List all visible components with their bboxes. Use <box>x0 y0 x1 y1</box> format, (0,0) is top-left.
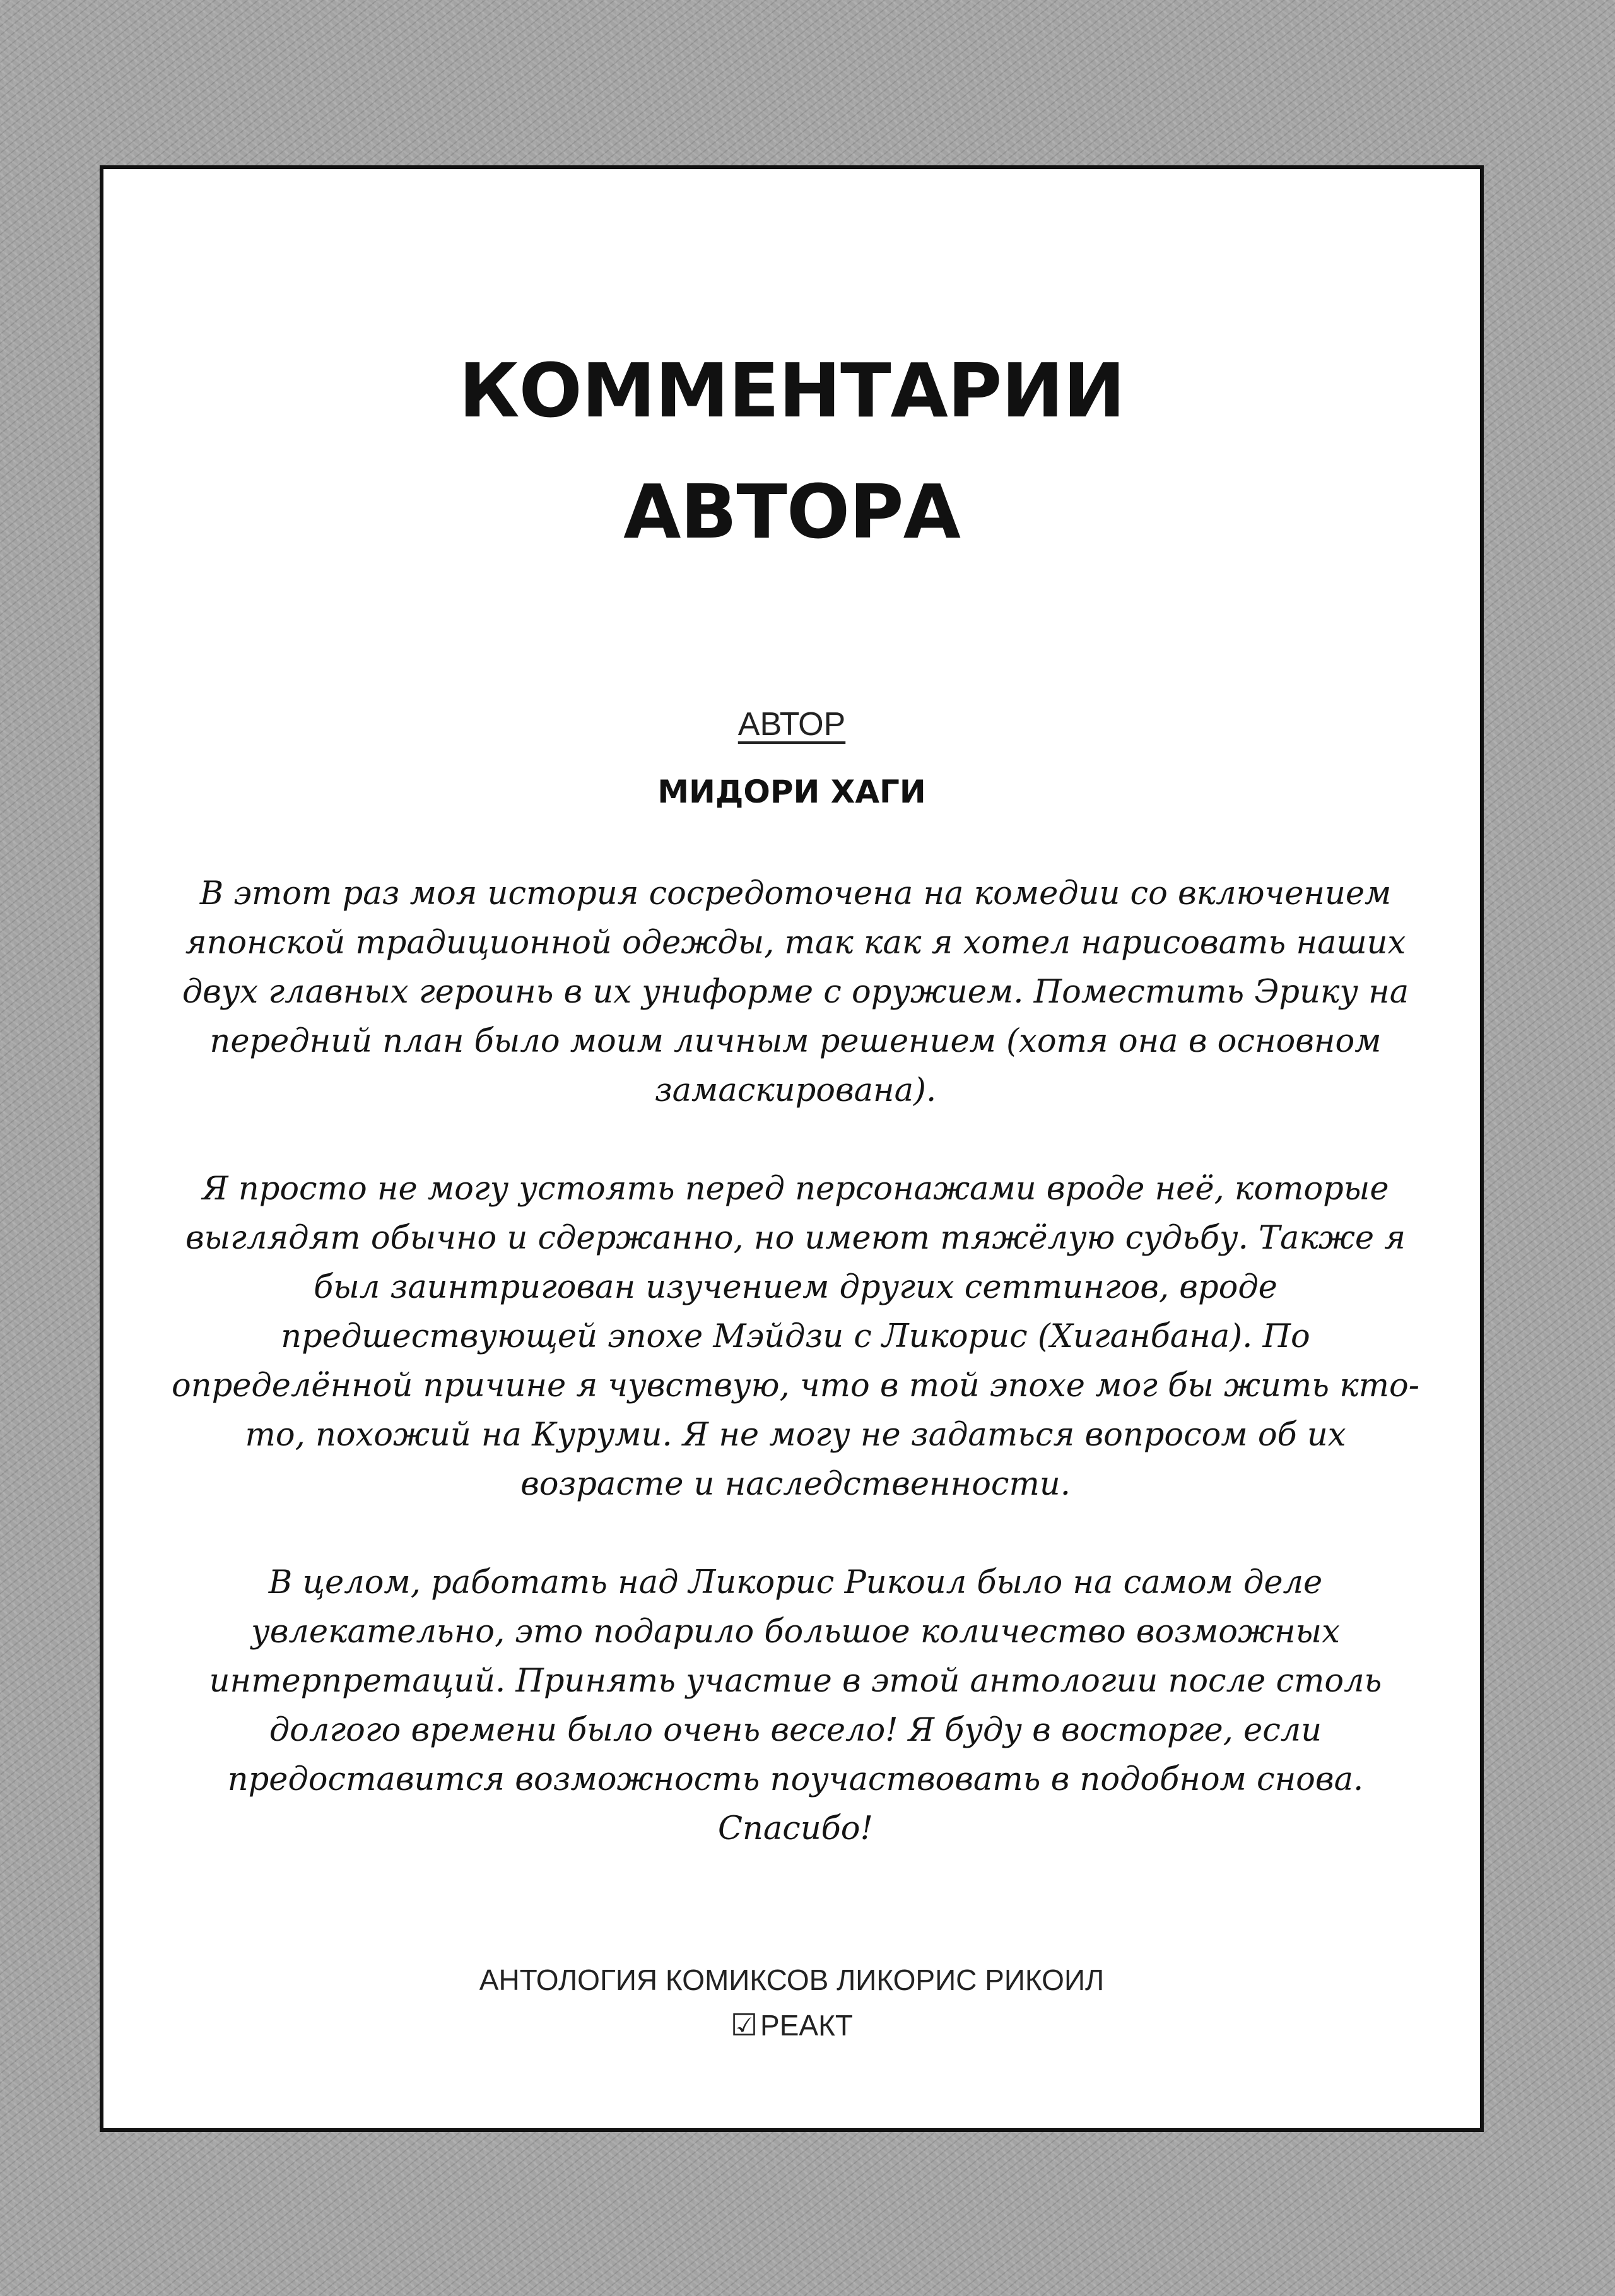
comment-paragraph-1: В этот раз моя история сосредоточена на комедии со включением японской традиционной одежды, так как я хотел нарисовать наших двух главных героинь в их униформе с оружием. Поместить Эрику на передний план было моим личным решением (хотя она в основном замаскирована). <box>182 875 1409 1109</box>
comment-paragraph-2: Я просто не могу устоять перед персонажами вроде неё, которые выглядят обычно и сдержанно, но имеют тяжёлую судьбу. Также я был заинтригован изучением других сеттингов, вроде предшествующей эпохе Мэйдзи с Ликорис (Хиганбана). По определённой причине я чувствую, что в той эпохе мог бы жить кто-то, похожий на Куруми. Я не могу не задаться вопросом об их возрасте и наследственности. <box>172 1170 1419 1503</box>
page-title-line-1: КОММЕНТАРИИ <box>459 347 1125 434</box>
checkbox-icon: ☑ <box>731 2009 758 2042</box>
footer-series-title: АНТОЛОГИЯ КОМИКСОВ ЛИКОРИС РИКОИЛ <box>479 1963 1105 1996</box>
author-label-text: АВТОР <box>737 706 846 743</box>
comment-paragraph-3: В целом, работать над Ликорис Рикоил было на самом деле увлекательно, это подарило большое количество возможных интерпретаций. Принять участие в этой антологии после столь долгого времени было очень весело! Я буду в восторге, если предоставится возможность поучаствовать в подобном снова. Спасибо! <box>209 1564 1382 1847</box>
author-label <box>103 702 1480 746</box>
page-title-line-2: АВТОРА <box>623 468 960 555</box>
publisher-name: РЕАКТ <box>760 2009 853 2042</box>
author-name: МИДОРИ ХАГИ <box>657 774 926 810</box>
page-title <box>103 330 1480 572</box>
comment-page <box>100 165 1484 2132</box>
comment-body <box>167 869 1424 1854</box>
footer-publisher <box>103 2005 1480 2046</box>
